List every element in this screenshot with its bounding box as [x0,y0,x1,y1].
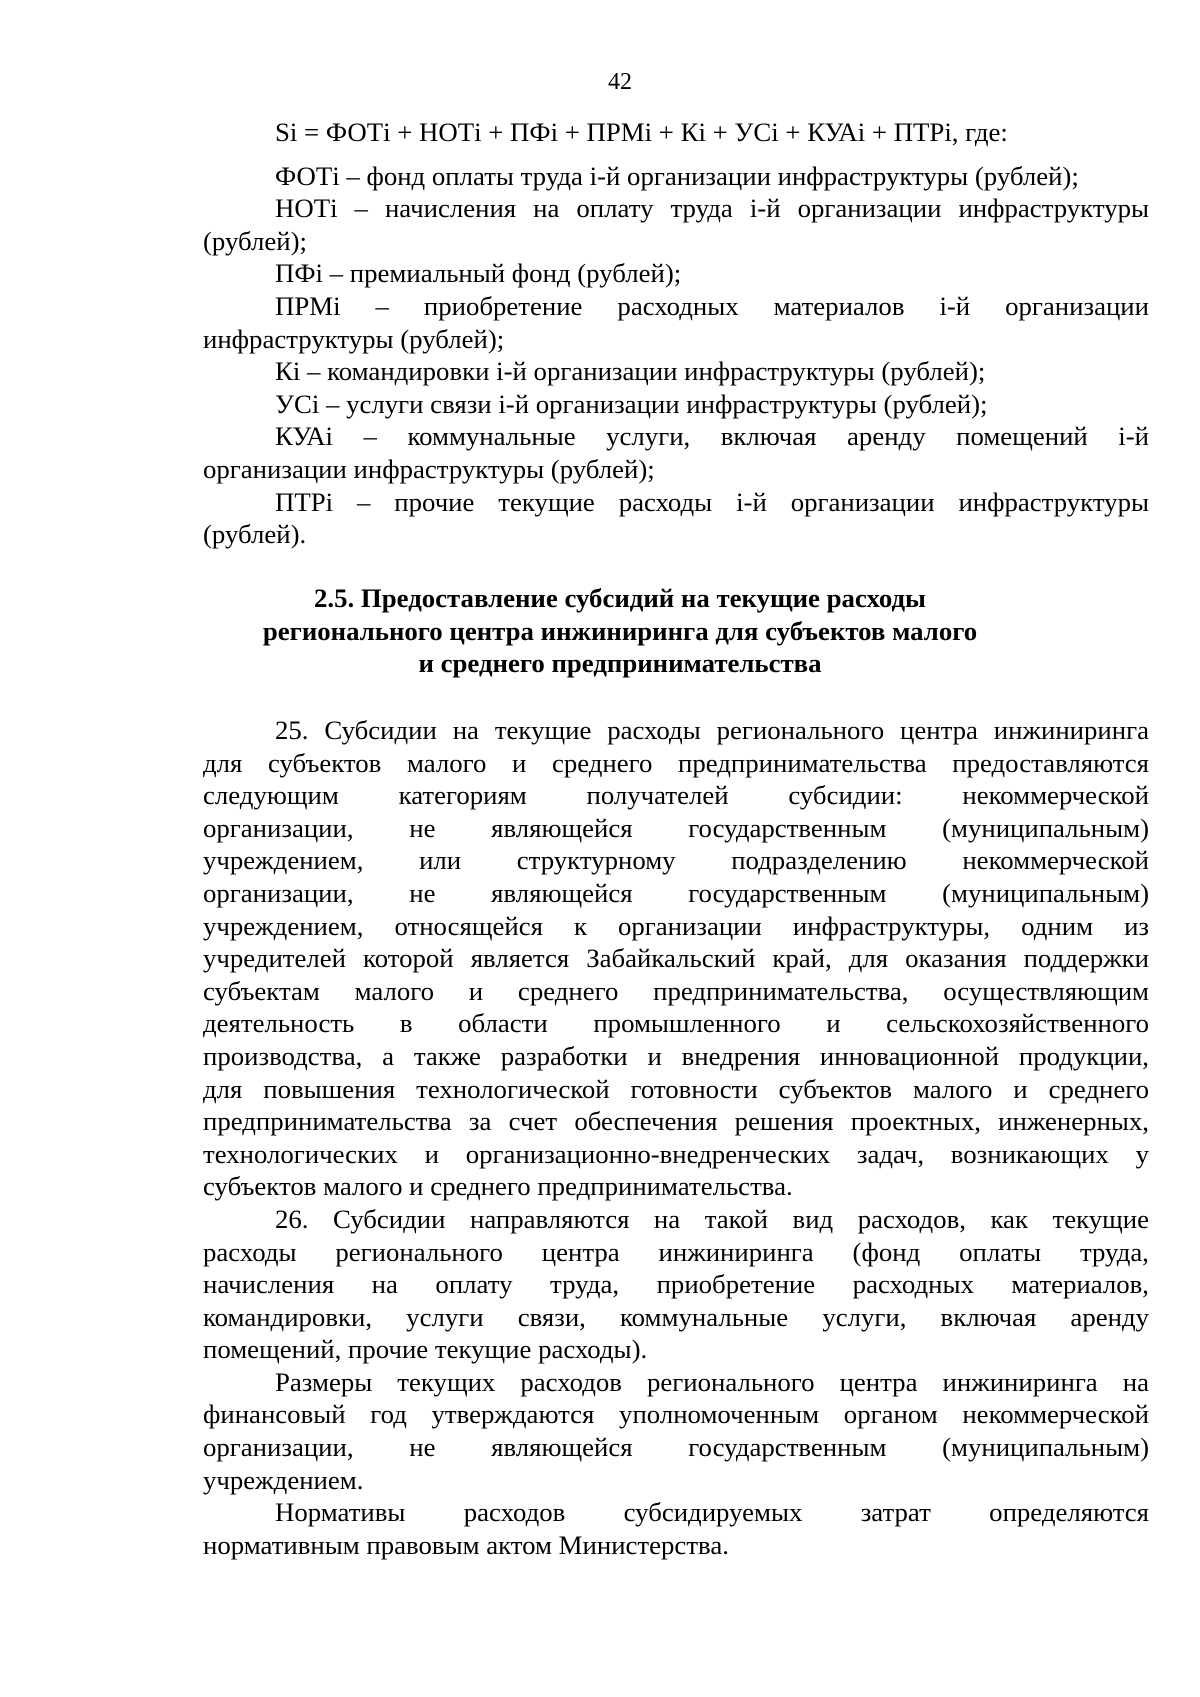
paragraph-line: для субъектов малого и среднего предпринимательства предоставляются [203,747,1149,778]
paragraph-line: помещений, прочие текущие расходы). [203,1334,648,1365]
definition-line: УСi – услуги связи i-й организации инфраструктуры (рублей); [275,388,988,419]
paragraph-line: деятельность в области промышленного и сельскохозяйственного [203,1008,1149,1039]
paragraph-line: субъектам малого и среднего предпринимательства, осуществляющим [203,975,1149,1006]
definition-line: ПРМi – приобретение расходных материалов i-й организации [275,290,1149,321]
paragraph-line: для повышения технологической готовности субъектов малого и среднего [203,1073,1149,1104]
section-body [203,714,1149,1561]
paragraph-line: нормативным правовым актом Министерства. [203,1529,729,1560]
paragraph-line: командировки, услуги связи, коммунальные услуги, включая аренду [203,1301,1149,1332]
paragraph-line: расходы регионального центра инжиниринга (фонд оплаты труда, [203,1236,1149,1267]
paragraph-line: следующим категориям получателей субсидии: некоммерческой [203,780,1149,811]
definition-line: КУАi – коммунальные услуги, включая аренду помещений i-й [275,421,1149,452]
section-heading-line: и среднего предпринимательства [418,648,822,679]
paragraph-line: субъектов малого и среднего предпринимательства. [203,1171,793,1202]
paragraph-line: 25. Субсидии на текущие расходы регионального центра инжиниринга [275,715,1149,745]
definition-line: ПФi – премиальный фонд (рублей); [275,258,682,289]
paragraph-line: Нормативы расходов субсидируемых затрат определяются [275,1497,1149,1528]
formula-line: Si = ФОТi + НОТi + ПФi + ПРМi + Кi + УСi + КУАi + ПТРi, где: [275,117,1008,147]
paragraph-line: учредителей которой является Забайкальский край, для оказания поддержки [203,943,1149,974]
definition-line: НОТi – начисления на оплату труда i-й организации инфраструктуры [275,193,1149,224]
page-number: 42 [608,69,632,95]
definition-line: Кi – командировки i-й организации инфраструктуры (рублей); [275,356,986,387]
definition-line: ПТРi – прочие текущие расходы i-й организации инфраструктуры [275,486,1149,517]
paragraph-line: организации, не являющейся государственным (муниципальным) [203,812,1149,843]
definition-line: организации инфраструктуры (рублей); [203,453,655,484]
paragraph-line: технологических и организационно-внедренческих задач, возникающих у [203,1138,1149,1169]
paragraph-line: учреждением, или структурному подразделению некоммерческой [203,845,1149,876]
section-heading-line: регионального центра инжиниринга для субъектов малого [262,615,978,646]
paragraph-line: начисления на оплату труда, приобретение расходных материалов, [203,1269,1149,1300]
definition-line: инфраструктуры (рублей); [203,323,505,354]
paragraph-line: организации, не являющейся государственным (муниципальным) [203,1432,1149,1463]
section-heading [0,582,1200,680]
paragraph-line: Размеры текущих расходов регионального центра инжиниринга на [275,1366,1149,1397]
paragraph-line: организации, не являющейся государственным (муниципальным) [203,877,1149,908]
formula-definitions [203,116,1149,551]
definition-line: (рублей); [203,225,307,256]
definition-line: (рублей). [203,519,307,550]
paragraph-line: производства, а также разработки и внедрения инновационной продукции, [203,1040,1149,1071]
definition-line: ФОТi – фонд оплаты труда i-й организации инфраструктуры (рублей); [275,160,1079,191]
paragraph-line: финансовый год утверждаются уполномоченным органом некоммерческой [203,1399,1149,1430]
section-heading-line: 2.5. Предоставление субсидий на текущие расходы [314,583,926,613]
paragraph-line: учреждением. [203,1464,364,1495]
paragraph-line: учреждением, относящейся к организации инфраструктуры, одним из [203,910,1149,941]
paragraph-line: 26. Субсидии направляются на такой вид расходов, как текущие [275,1203,1149,1234]
paragraph-line: предпринимательства за счет обеспечения решения проектных, инженерных, [203,1106,1149,1137]
